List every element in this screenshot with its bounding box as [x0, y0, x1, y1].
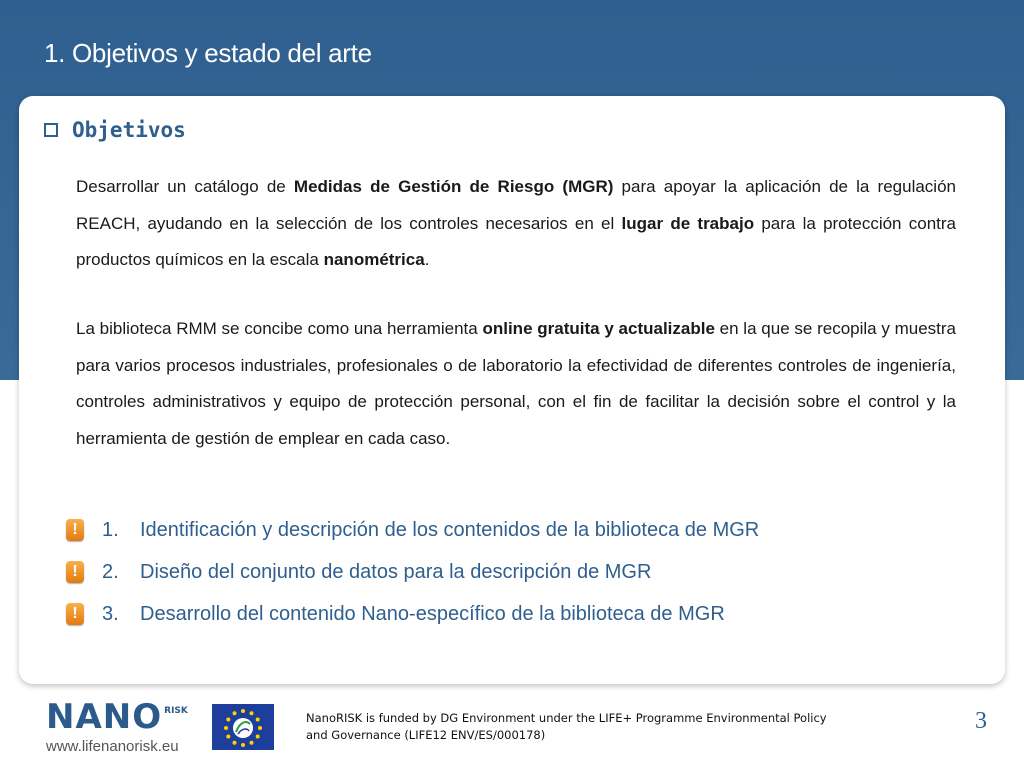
warning-icon: !: [66, 561, 84, 583]
funding-note: NanoRISK is funded by DG Environment under the LIFE+ Programme Environmental Policy and Governance (LIFE12 ENV/ES/000178): [306, 711, 827, 742]
eu-life-logo: [212, 704, 274, 750]
website-url: www.lifenanorisk.eu: [46, 738, 179, 755]
list-item: [66, 593, 759, 635]
nanorisk-logo-suffix: RISK: [164, 706, 188, 716]
library-description-paragraph: La biblioteca RMM se concibe como una herramienta online gratuita y actualizable en la que se recopila y muestra para varios procesos industriales, profesionales o de laboratorio la efectividad de diferentes controles de ingeniería, controles administrativos y equipo de protección personal, con el fin de facilitar la decisión sobre el control y la herramienta de gestión de emplear en cada caso.: [76, 319, 957, 448]
section-heading-label: Objetivos: [72, 118, 186, 142]
eu-stars-icon: [212, 704, 274, 750]
list-item: [66, 551, 759, 593]
goal-text: Desarrollo del contenido Nano-específico de la biblioteca de MGR: [140, 602, 725, 625]
goal-number: 2.: [102, 560, 119, 583]
warning-icon: !: [66, 603, 84, 625]
goal-text: Identificación y descripción de los contenidos de la biblioteca de MGR: [140, 518, 760, 541]
page-number: 3: [975, 708, 987, 734]
goal-number: 3.: [102, 602, 119, 625]
section-heading: [44, 118, 186, 142]
list-item: [66, 509, 759, 551]
goal-text: Diseño del conjunto de datos para la descripción de MGR: [140, 560, 652, 583]
nanorisk-logo-word: NANO: [46, 697, 163, 737]
nanorisk-logo: [46, 697, 188, 737]
slide-title: 1. Objetivos y estado del arte: [44, 38, 372, 68]
goal-number: 1.: [102, 518, 119, 541]
goals-list: [66, 509, 759, 635]
objective-paragraph: Desarrollar un catálogo de Medidas de Gestión de Riesgo (MGR) para apoyar la aplicación de la regulación REACH, ayudando en la selección de los controles necesarios en el lugar de trabajo para la protección contra productos químicos en la escala nanométrica.: [76, 177, 956, 269]
footer: [0, 690, 1024, 768]
checkbox-bullet-icon: [44, 123, 58, 137]
warning-icon: !: [66, 519, 84, 541]
